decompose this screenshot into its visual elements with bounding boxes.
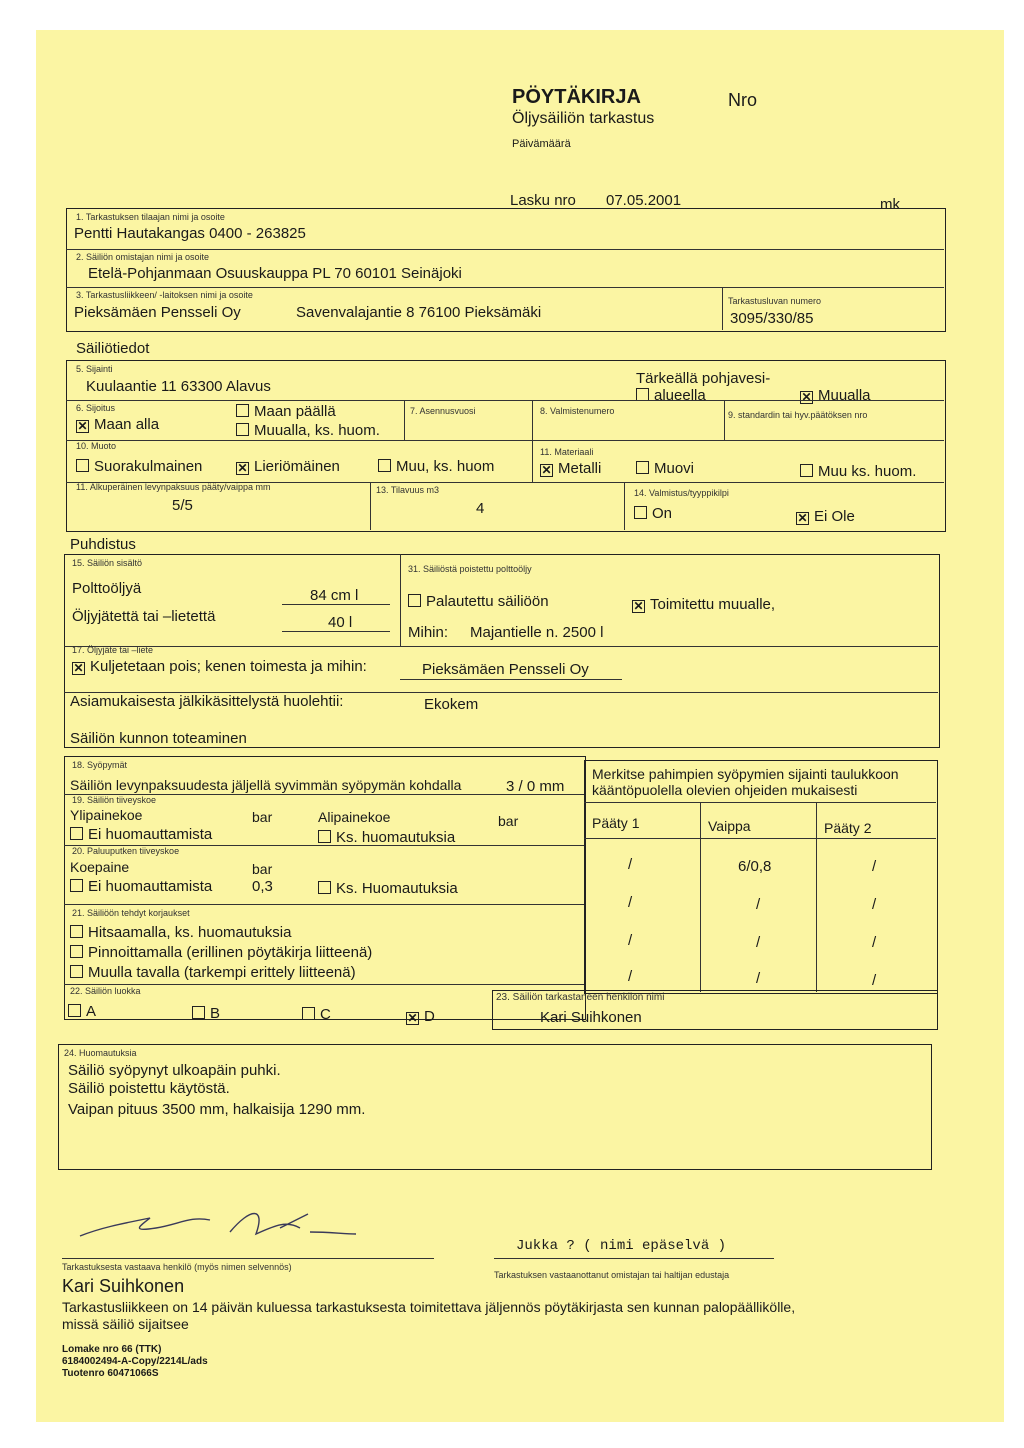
f5-value: Kuulaantie 11 63300 Alavus [86, 378, 271, 395]
metal-checkbox[interactable]: ✕ [541, 463, 552, 477]
waste-line [282, 631, 390, 632]
form-title: PÖYTÄKIRJA [512, 86, 641, 108]
elsewhere-checkbox[interactable]: ✕ [801, 390, 812, 404]
table-cell: / [872, 972, 877, 989]
shape-other-checkbox[interactable] [378, 459, 391, 472]
repair-other-checkbox[interactable] [70, 965, 83, 978]
permit-label: Tarkastusluvan numero [728, 296, 822, 306]
class-a-checkbox[interactable] [68, 1004, 81, 1017]
table-cell: / [872, 934, 877, 951]
underground-checkbox[interactable]: ✕ [77, 419, 88, 433]
repair-coat-option: Pinnoittamalla (erillinen pöytäkirja liitteenä) [70, 944, 372, 961]
f18-label: 18. Syöpymät [72, 760, 128, 770]
rect-checkbox[interactable] [76, 459, 89, 472]
divider [584, 802, 936, 803]
date-label: Päivämäärä [512, 138, 571, 150]
f23-label: 23. Säiliön tarkastaneen henkilön nimi [496, 992, 665, 1003]
f11-label: 11. Materiaali [540, 447, 594, 457]
groundwater-label: Tärkeällä pohjavesi- [636, 370, 771, 387]
f21-label: 21. Säiliöön tehdyt korjaukset [72, 908, 190, 918]
form-code-1: Lomake nro 66 (TTK) [62, 1344, 162, 1355]
f3-label: 3. Tarkastusliikkeen/ -laitoksen nimi ja osoite [76, 290, 253, 300]
table-cell: / [628, 932, 633, 949]
f31-label: 31. Säiliöstä poistettu polttoöljy [408, 564, 532, 574]
divider [64, 984, 584, 985]
transport-line [400, 679, 622, 680]
form-subtitle: Öljysäiliön tarkastus [512, 110, 655, 127]
above-option: Maan päällä [236, 403, 336, 420]
f19-remarks-checkbox[interactable] [318, 830, 331, 843]
section-tank-title: Säiliötiedot [76, 340, 150, 357]
divider [816, 802, 817, 992]
divider [724, 400, 725, 440]
f22-label: 22. Säiliön luokka [70, 986, 141, 996]
f20-noremark-checkbox[interactable] [70, 879, 83, 892]
f19-noremark-option: Ei huomauttamista [70, 826, 212, 843]
cyl-checkbox[interactable]: ✕ [237, 461, 248, 475]
class-d-checkbox[interactable]: ✕ [407, 1011, 418, 1025]
table-cell: / [628, 856, 633, 873]
f13-value: 4 [476, 500, 485, 517]
class-d-option: ✕ D [407, 1008, 435, 1025]
under-label: Alipainekoe [318, 809, 391, 825]
table-cell: / [756, 896, 761, 913]
f3-address: Savenvalajantie 8 76100 Pieksämäki [296, 304, 542, 321]
table-header: Pääty 1 [592, 815, 640, 831]
oil-line [282, 604, 390, 605]
cyl-option: ✕ Lieriömäinen [237, 458, 340, 475]
handling-label: Asiamukaisesta jälkikäsittelystä huolehtii: [70, 693, 344, 710]
f20-value: 0,3 [252, 878, 273, 895]
f10-label: 10. Muoto [76, 441, 117, 451]
divider [66, 400, 944, 401]
f20-remarks-checkbox[interactable] [318, 881, 331, 894]
f14-label: 14. Valmistus/tyyppikilpi [634, 488, 729, 498]
f17-label: 17. Öljyjäte tai –liete [72, 645, 154, 655]
sign-right-value: Jukka ? ( nimi epäselvä ) [516, 1238, 727, 1254]
waste-value: 40 l [328, 614, 353, 631]
f3-company: Pieksämäen Pensseli Oy [74, 304, 241, 321]
invoice-label: Lasku nro [510, 192, 576, 209]
table-cell: / [628, 968, 633, 985]
elsewhere-option: ✕ Muualla [801, 387, 871, 404]
form-code-2: 6184002494-A-Copy/2214L/ads [62, 1356, 208, 1367]
sign-right-label: Tarkastuksen vastaanottanut omistajan tai haltijan edustaja [494, 1270, 730, 1280]
delivered-option: ✕ Toimitettu muualle, [633, 596, 776, 613]
handling-value: Ekokem [424, 696, 479, 713]
f11b-value: 5/5 [172, 497, 193, 514]
f18-value: 3 / 0 mm [506, 778, 565, 795]
inspector-signature [60, 1198, 360, 1252]
divider [700, 802, 701, 992]
nro-label: Nro [728, 90, 758, 110]
transport-option: ✕ Kuljetetaan pois; kenen toimesta ja mihin: [73, 658, 367, 675]
oil-label: Polttoöljyä [72, 580, 142, 597]
sign-left-label: Tarkastuksesta vastaava henkilö (myös nimen selvennös) [62, 1262, 292, 1272]
signature-line-right [494, 1258, 774, 1259]
table-cell: / [756, 970, 761, 987]
f18-text: Säiliön levynpaksuudesta jäljellä syvimmän syöpymän kohdalla [70, 777, 462, 793]
table-cell: / [872, 896, 877, 913]
f7-label: 7. Asennusvuosi [410, 406, 476, 416]
divider [400, 554, 401, 646]
remark-line: Säiliö poistettu käytöstä. [68, 1080, 230, 1097]
repair-weld-checkbox[interactable] [70, 925, 83, 938]
place-other-checkbox[interactable] [236, 423, 249, 436]
table-cell: / [872, 858, 877, 875]
class-a-option: A [68, 1003, 96, 1020]
over-bar: bar [252, 809, 273, 825]
plate-yes-option: On [634, 505, 672, 522]
class-c-checkbox[interactable] [302, 1007, 315, 1020]
sign-left-name: Kari Suihkonen [62, 1276, 185, 1296]
divider [624, 482, 625, 530]
form-code-3: Tuotenro 60471066S [62, 1368, 159, 1379]
class-b-checkbox[interactable] [192, 1006, 205, 1019]
f2-label: 2. Säiliön omistajan nimi ja osoite [76, 252, 210, 262]
plate-no-checkbox[interactable]: ✕ [797, 511, 808, 525]
metal-option: ✕ Metalli [541, 460, 602, 477]
divider [64, 646, 938, 647]
table-cell: / [628, 894, 633, 911]
divider [66, 249, 944, 250]
divider [370, 482, 371, 530]
signature-line-left [62, 1258, 434, 1259]
oil-value: 84 cm l [310, 587, 359, 604]
plate-yes-checkbox[interactable] [634, 506, 647, 519]
where-value: Majantielle n. 2500 l [470, 624, 604, 641]
shape-other-option: Muu, ks. huom [378, 458, 494, 475]
table-header: Pääty 2 [824, 820, 872, 836]
plastic-option: Muovi [636, 460, 694, 477]
repair-coat-checkbox[interactable] [70, 945, 83, 958]
f13-label: 13. Tilavuus m3 [376, 485, 440, 495]
plate-no-option: ✕ Ei Ole [797, 508, 855, 525]
transport-value: Pieksämäen Pensseli Oy [422, 661, 589, 678]
table-cell: 6/0,8 [738, 858, 772, 875]
f24-label: 24. Huomautuksia [64, 1048, 137, 1058]
above-checkbox[interactable] [236, 404, 249, 417]
f1-value: Pentti Hautakangas 0400 - 263825 [74, 225, 306, 242]
class-b-option: B [192, 1005, 220, 1022]
f20-label: 20. Paluuputken tiiveyskoe [72, 846, 180, 856]
f19-noremark-checkbox[interactable] [70, 827, 83, 840]
delivered-checkbox[interactable]: ✕ [633, 599, 644, 613]
waste-label: Öljyjätettä tai –lietettä [72, 608, 216, 625]
section-cond-title: Säiliön kunnon toteaminen [70, 730, 247, 747]
f15-label: 15. Säiliön sisältö [72, 558, 143, 568]
invoice-date: 07.05.2001 [606, 192, 682, 209]
repair-weld-option: Hitsaamalla, ks. huomautuksia [70, 924, 291, 941]
divider [66, 287, 944, 288]
permit-value: 3095/330/85 [730, 310, 814, 327]
over-label: Ylipainekoe [70, 807, 143, 823]
currency-label: mk [880, 196, 900, 213]
table-header: Vaippa [708, 818, 751, 834]
underground-option: ✕ Maan alla [77, 416, 160, 433]
divider [584, 838, 936, 839]
groundwater-area: alueella [636, 387, 706, 404]
transport-checkbox[interactable]: ✕ [73, 661, 84, 675]
divider [404, 400, 405, 440]
plastic-checkbox[interactable] [636, 461, 649, 474]
under-bar: bar [498, 813, 519, 829]
f11b-label: 11. Alkuperäinen levynpaksuus pääty/vaippa mm [76, 482, 271, 492]
divider [532, 400, 533, 440]
f6-label: 6. Sijoitus [76, 403, 116, 413]
rect-option: Suorakulmainen [76, 458, 202, 475]
divider [722, 287, 723, 330]
f8-label: 8. Valmistenumero [540, 406, 615, 416]
divider [64, 904, 584, 905]
repair-other-option: Muulla tavalla (tarkempi erittely liitteenä) [70, 964, 356, 981]
table-cell: / [756, 934, 761, 951]
table-note: Merkitse pahimpien syöpymien sijainti taulukkoon kääntöpuolella olevien ohjeiden mukaisesti [592, 766, 899, 798]
place-other-option: Muualla, ks. huom. [236, 422, 380, 439]
remark-line: Vaipan pituus 3500 mm, halkaisija 1290 mm. [68, 1101, 366, 1118]
returned-checkbox[interactable] [408, 594, 421, 607]
f1-label: 1. Tarkastuksen tilaajan nimi ja osoite [76, 212, 225, 222]
divider [66, 440, 944, 441]
class-c-option: C [302, 1006, 331, 1023]
footer-notice-2: missä säiliö sijaitsee [62, 1316, 189, 1332]
material-other-checkbox[interactable] [800, 464, 813, 477]
f19-remarks-option: Ks. huomautuksia [318, 829, 455, 846]
f20-noremark-option: Ei huomauttamista [70, 878, 212, 895]
f19-label: 19. Säiliön tiiveyskoe [72, 795, 157, 805]
where-label: Mihin: [408, 624, 449, 641]
test-bar: bar [252, 861, 273, 877]
section-clean-title: Puhdistus [70, 536, 136, 553]
test-label: Koepaine [70, 859, 130, 875]
returned-option: Palautettu säiliöön [408, 593, 549, 610]
f2-value: Etelä-Pohjanmaan Osuuskauppa PL 70 60101 Seinäjoki [88, 265, 462, 282]
clean-box [64, 554, 940, 748]
f5-label: 5. Sijainti [76, 364, 113, 374]
footer-notice-1: Tarkastusliikkeen on 14 päivän kuluessa tarkastuksesta toimitettava jäljennös pöytäkirjasta sen kunnan palopäällikölle, [62, 1299, 796, 1315]
f23-value: Kari Suihkonen [540, 1009, 642, 1026]
f9-label: 9. standardin tai hyv.päätöksen nro [728, 410, 868, 420]
divider [532, 440, 533, 482]
remark-line: Säiliö syöpynyt ulkoapäin puhki. [68, 1062, 281, 1079]
f20-remarks-option: Ks. Huomautuksia [318, 880, 458, 897]
material-other-option: Muu ks. huom. [800, 463, 916, 480]
